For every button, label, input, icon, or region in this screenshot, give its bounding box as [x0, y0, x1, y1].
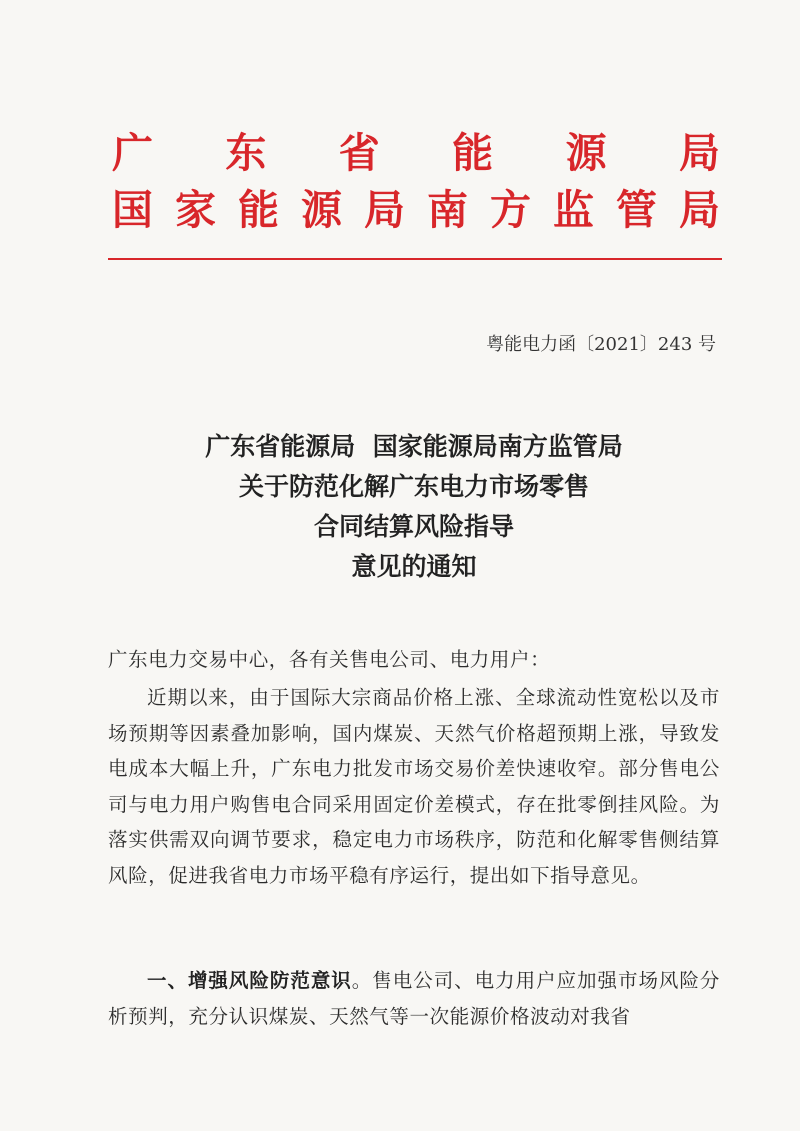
header-char: 源 [565, 129, 607, 177]
header-char: 局 [364, 186, 405, 234]
document-title [0, 427, 800, 587]
section-text-1: 。售电公司、电力用户应加强市场风险分析预判，充分认识煤炭、天然气等一次能源价格波动对我省 [108, 969, 720, 1028]
red-divider-rule [108, 258, 722, 260]
body-paragraph-1: 近期以来，由于国际大宗商品价格上涨、全球流动性宽松以及市场预期等因素叠加影响，国内煤炭、天然气价格超预期上涨，导致发电成本大幅上升，广东电力批发市场交易价差快速收窄。部分售电公司与电力用户购售电合同采用固定价差模式，存在批零倒挂风险。为落实供需双向调节要求，稳定电力市场秩序，防范和化解零售侧结算风险，促进我省电力市场平稳有序运行，提出如下指导意见。 [108, 686, 720, 887]
header-char: 能 [238, 186, 279, 234]
title-line-1: 广东省能源局 国家能源局南方监管局 [205, 432, 623, 461]
title-line-4: 意见的通知 [351, 552, 477, 581]
body-paragraph-2 [108, 963, 720, 1034]
header-char: 南 [427, 186, 468, 234]
title-line-3: 合同结算风险指导 [313, 512, 514, 541]
issuer-header-line-2 [112, 186, 720, 234]
salutation: 广东电力交易中心，各有关售电公司、电力用户： [108, 648, 551, 671]
document-number: 粤能电力函〔2021〕243 号 [486, 334, 716, 355]
header-char: 局 [679, 186, 720, 234]
header-char: 源 [301, 186, 342, 234]
header-char: 省 [338, 129, 380, 177]
header-char: 广 [112, 129, 153, 177]
section-heading-1: 一、增强风险防范意识 [147, 969, 352, 992]
header-char: 国 [112, 186, 153, 234]
header-char: 方 [490, 186, 531, 234]
issuer-header-line-1 [112, 129, 720, 177]
header-char: 能 [452, 129, 494, 177]
header-char: 监 [553, 186, 594, 234]
header-char: 东 [225, 129, 267, 177]
header-char: 局 [678, 129, 720, 177]
title-line-2: 关于防范化解广东电力市场零售 [238, 472, 589, 501]
header-char: 家 [175, 186, 216, 234]
header-char: 管 [616, 186, 657, 234]
